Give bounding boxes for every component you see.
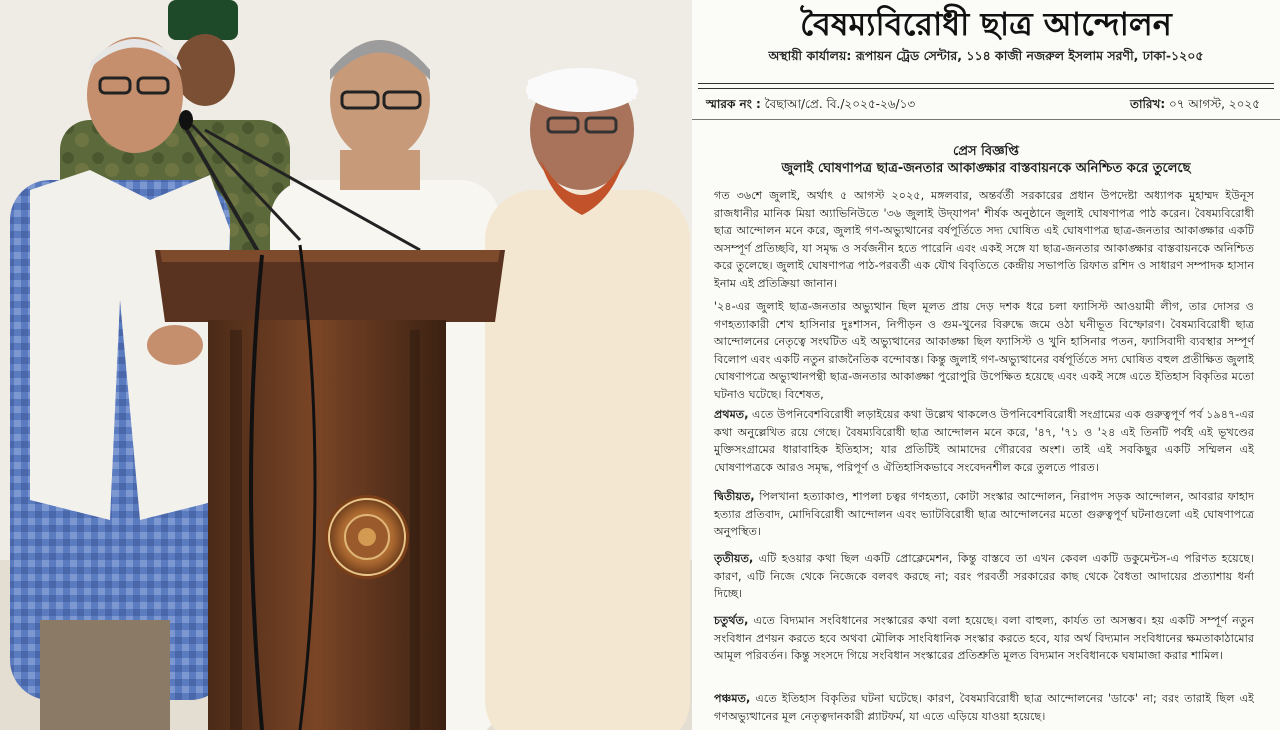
paragraph: দ্বিতীয়ত, পিলখানা হত্যাকাণ্ড, শাপলা চত্বর গণহত্যা, কোটা সংস্কার আন্দোলন, নিরাপদ সড়ক আন্দোলন, আবরার ফাহাদ হত্যার প্রতিবাদ, মোদিবিরোধী আন্দোলন এবং ভ্যাটবিরোধী ছাত্র আন্দোলনের মতো গুরুত্বপূর্ণ ঘটনাগুলো এই ঘোষণাপত্রে অনুপস্থিত।: [714, 490, 1254, 538]
government-seal-icon: [325, 495, 409, 579]
paragraph: চতুর্থত, এতে বিদ্যমান সংবিধানের সংস্কারের কথা বলা হয়েছে। বলা বাহুল্য, কার্যত তা অসম্ভব। হয় একটি সম্পূর্ণ নতুন সংবিধান প্রণয়ন করতে হবে অথবা মৌলিক সাংবিধানিক সংস্কার করতে হবে, যার অর্থ বিদ্যমান সংবিধানের ক্ষমতাকাঠামোর আমূল পরিবর্তন। কিন্তু সংসদে গিয়ে সংবিধান সংস্কারের প্রতিশ্রুতি মূলত বিদ্যমান সংবিধানকে ঘষামাজা করার শামিল।: [714, 614, 1254, 662]
paragraph: প্রথমত, এতে উপনিবেশবিরোধী লড়াইয়ের কথা উল্লেখ থাকলেও উপনিবেশবিরোধী সংগ্রামের এক গুরুত্বপূর্ণ পর্ব ১৯৪৭-এর কথা অনুল্লেখিত রয়ে গেছে। বৈষম্যবিরোধী ছাত্র আন্দোলন মনে করে, '৪৭, '৭১ ও '২৪ এই তিনটি পর্বই এই ভূখণ্ডের মুক্তিসংগ্রামের ধারাবাহিক ইতিহাস; যার প্রতিটিই আমাদের গৌরবের অংশ। তাই এই সবকিছুর একটি সম্মিলন এই ঘোষণাপত্রকে আরও সমৃদ্ধ, পরিপূর্ণ ও ঐতিহাসিকভাবে সংবেদনশীল করে তুলতে পারত।: [714, 408, 1254, 474]
press-release-subheading: জুলাই ঘোষণাপত্র ছাত্র-জনতার আকাঙ্ক্ষার বাস্তবায়নকে অনিশ্চিত করে তুলেছে: [781, 161, 1191, 176]
press-release-heading: প্রেস বিজ্ঞপ্তি: [953, 144, 1019, 159]
header-divider: [698, 83, 1274, 84]
date-label: তারিখ:: [1129, 97, 1166, 111]
memo-divider: [692, 119, 1280, 120]
press-release-document: [692, 0, 1280, 730]
document-date: [1130, 95, 1260, 113]
memo-label: স্মারক নং :: [706, 97, 761, 111]
paragraph: '২৪-এর জুলাই ছাত্র-জনতার অভ্যুত্থান ছিল মূলত প্রায় দেড় দশক ধরে চলা ফ্যাসিস্ট আওয়ামী লীগ, তার দোসর ও গণহত্যাকারী শেখ হাসিনার দুঃশাসন, নিপীড়ন ও গুম-খুনের বিরুদ্ধে জমে ওঠা ঘনীভূত বিস্ফোরণ। বৈষম্যবিরোধী ছাত্র আন্দোলনের নেতৃত্বে সংঘটিত এই অভ্যুত্থানের আকাঙ্ক্ষা ছিল ফ্যাসিস্ট ও খুনি হাসিনার পতন, ফ্যাসিবাদী ব্যবস্থার সম্পূর্ণ বিলোপ এবং একটি নতুন রাজনৈতিক বন্দোবস্ত। কিন্তু জুলাই গণ-অভ্যুত্থানের বর্ষপূর্তিতে সদ্য ঘোষিত বহুল প্রতীক্ষিত জুলাই ঘোষণাপত্রে অভ্যুত্থানপন্থী ছাত্র-জনতার আকাঙ্ক্ষা পুরোপুরি উপেক্ষিত হয়েছে এবং একই সঙ্গে এতে ইতিহাস বিকৃতির মতো ঘটনাও ঘটেছে। বিশেষত,: [714, 300, 1254, 401]
paragraph: গত ৩৬শে জুলাই, অর্থাৎ ৫ আগস্ট ২০২৫, মঙ্গলবার, অন্তর্বর্তী সরকারের প্রধান উপদেষ্টা অধ্যাপক মুহাম্মদ ইউনূস রাজধানীর মানিক মিয়া অ্যাভিনিউতে '৩৬ জুলাই উদ্‌যাপন' শীর্ষক অনুষ্ঠানে জুলাই ঘোষণাপত্র পাঠ করেন। বৈষম্যবিরোধী ছাত্র আন্দোলন মনে করে, জুলাই গণ-অভ্যুত্থানের বর্ষপূর্তিতে সদ্য ঘোষিত এই ঘোষণাপত্র ছাত্র-জনতার আকাঙ্ক্ষার একটি অসম্পূর্ণ প্রতিচ্ছবি, যা সমৃদ্ধ ও সর্বজনীন হতে পারেনি এবং একই সঙ্গে যা ছাত্র-জনতার আকাঙ্ক্ষার বাস্তবায়নকে অনিশ্চিত করে তুলেছে। জুলাই ঘোষণাপত্র পাঠ-পরবর্তী এক যৌথ বিবৃতিতে কেন্দ্রীয় সভাপতি রিফাত রশিদ ও সাধারণ সম্পাদক হাসান ইনাম এই প্রতিক্রিয়া জানান।: [714, 189, 1254, 290]
office-address: অস্থায়ী কার্যালয়: রূপায়ন ট্রেড সেন্টার, ১১৪ কাজী নজরুল ইসলাম সরণী, ঢাকা-১২০৫: [768, 48, 1204, 63]
date-value: ০৭ আগস্ট, ২০২৫: [1169, 97, 1260, 111]
paragraph: তৃতীয়ত, এটি হওয়ার কথা ছিল একটি প্রোক্লেমেশন, কিন্তু বাস্তবে তা এখন কেবল একটি ডকুমেন্টস-এ পরিণত হয়েছে। কারণ, এটি নিজে থেকে নিজেকে বলবৎ করছে না; বরং পরবর্তী সরকারের কাছ থেকে বৈধতা আদায়ের প্রত্যাশায় ধর্না দিচ্ছে।: [714, 552, 1254, 600]
header-divider-thin: [698, 88, 1274, 89]
memo-number: [706, 95, 915, 113]
paragraph: পঞ্চমত, এতে ইতিহাস বিকৃতির ঘটনা ঘটেছে। কারণ, বৈষম্যবিরোধী ছাত্র আন্দোলনের 'ডাকে' না; বরং তারাই ছিল এই গণঅভ্যুত্থানের মূল নেতৃত্বদানকারী প্ল্যাটফর্ম, যা এতে এড়িয়ে যাওয়া হয়েছে।: [714, 692, 1254, 723]
organization-name: বৈষম্যবিরোধী ছাত্র আন্দোলন: [800, 5, 1172, 43]
memo-value: বৈছাআ/প্রে. বি./২০২৫-২৬/১৩: [764, 97, 916, 111]
